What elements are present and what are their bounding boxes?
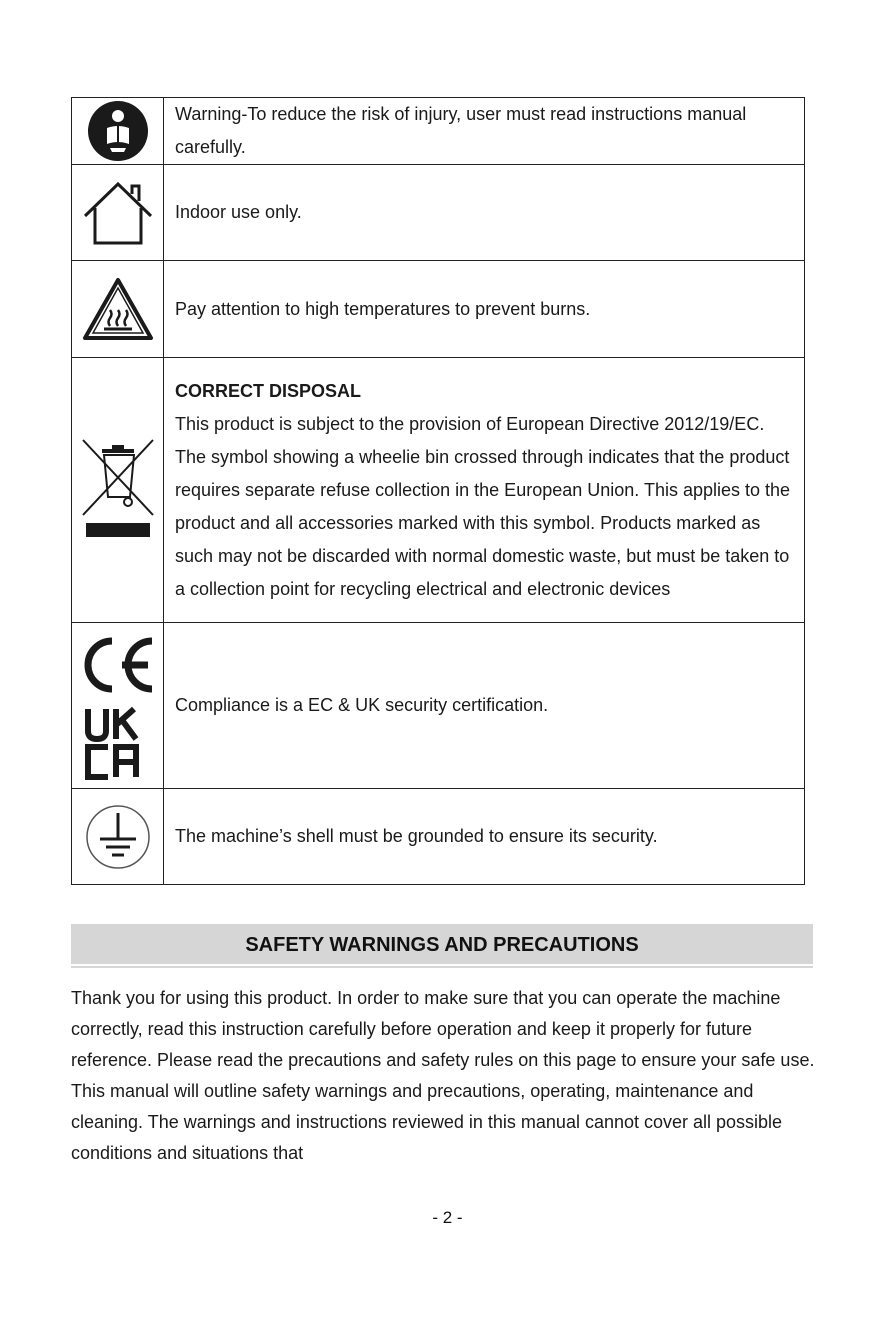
table-row [72,261,805,358]
ce-ukca-mark-icon [78,631,158,781]
grounding-text: The machine’s shell must be grounded to ensure its security. [164,789,805,885]
indoor-use-text: Indoor use only. [164,165,805,261]
intro-paragraph: Thank you for using this product. In order to make sure that you can operate the machine correctly, read this instruction carefully before operation and keep it properly for future reference. Please read the precautions and safety rules on this page to ensure your safe use. This manual will outline safety warnings and precautions, operating, maintenance and cleaning. The warnings and instructions reviewed in this manual cannot cover all possible conditions and situations that [71,988,815,1163]
table-row [72,623,805,789]
section-title: SAFETY WARNINGS AND PRECAUTIONS [71,924,813,964]
table-row [72,98,805,165]
table-row [72,165,805,261]
hot-surface-warning-icon [82,276,154,342]
disposal-text: This product is subject to the provision of European Directive 2012/19/EC. The symbol showing a wheelie bin crossed through indicates that the product requires separate refuse collection in the European Union. This applies to the product and all accessories marked with this symbol. Products marked as such may not be discarded with normal domestic waste, but must be taken to a collection point for recycling electrical and electronic devices [175,413,791,599]
page-number: - 2 - [432,1208,463,1227]
disposal-heading: CORRECT DISPOSAL [175,380,362,401]
high-temperature-text: Pay attention to high temperatures to prevent burns. [164,261,805,358]
symbols-table [71,97,805,885]
table-row [72,358,805,623]
warning-read-manual-text: Warning-To reduce the risk of injury, user must read instructions manual carefully. [164,98,805,165]
read-manual-icon [87,100,149,162]
section-divider [71,966,813,968]
correct-disposal-cell [164,358,805,623]
table-row [72,789,805,885]
compliance-text: Compliance is a EC & UK security certification. [164,623,805,789]
house-icon [82,180,154,246]
crossed-wheelie-bin-icon [78,435,158,545]
ground-symbol-icon [84,803,152,871]
